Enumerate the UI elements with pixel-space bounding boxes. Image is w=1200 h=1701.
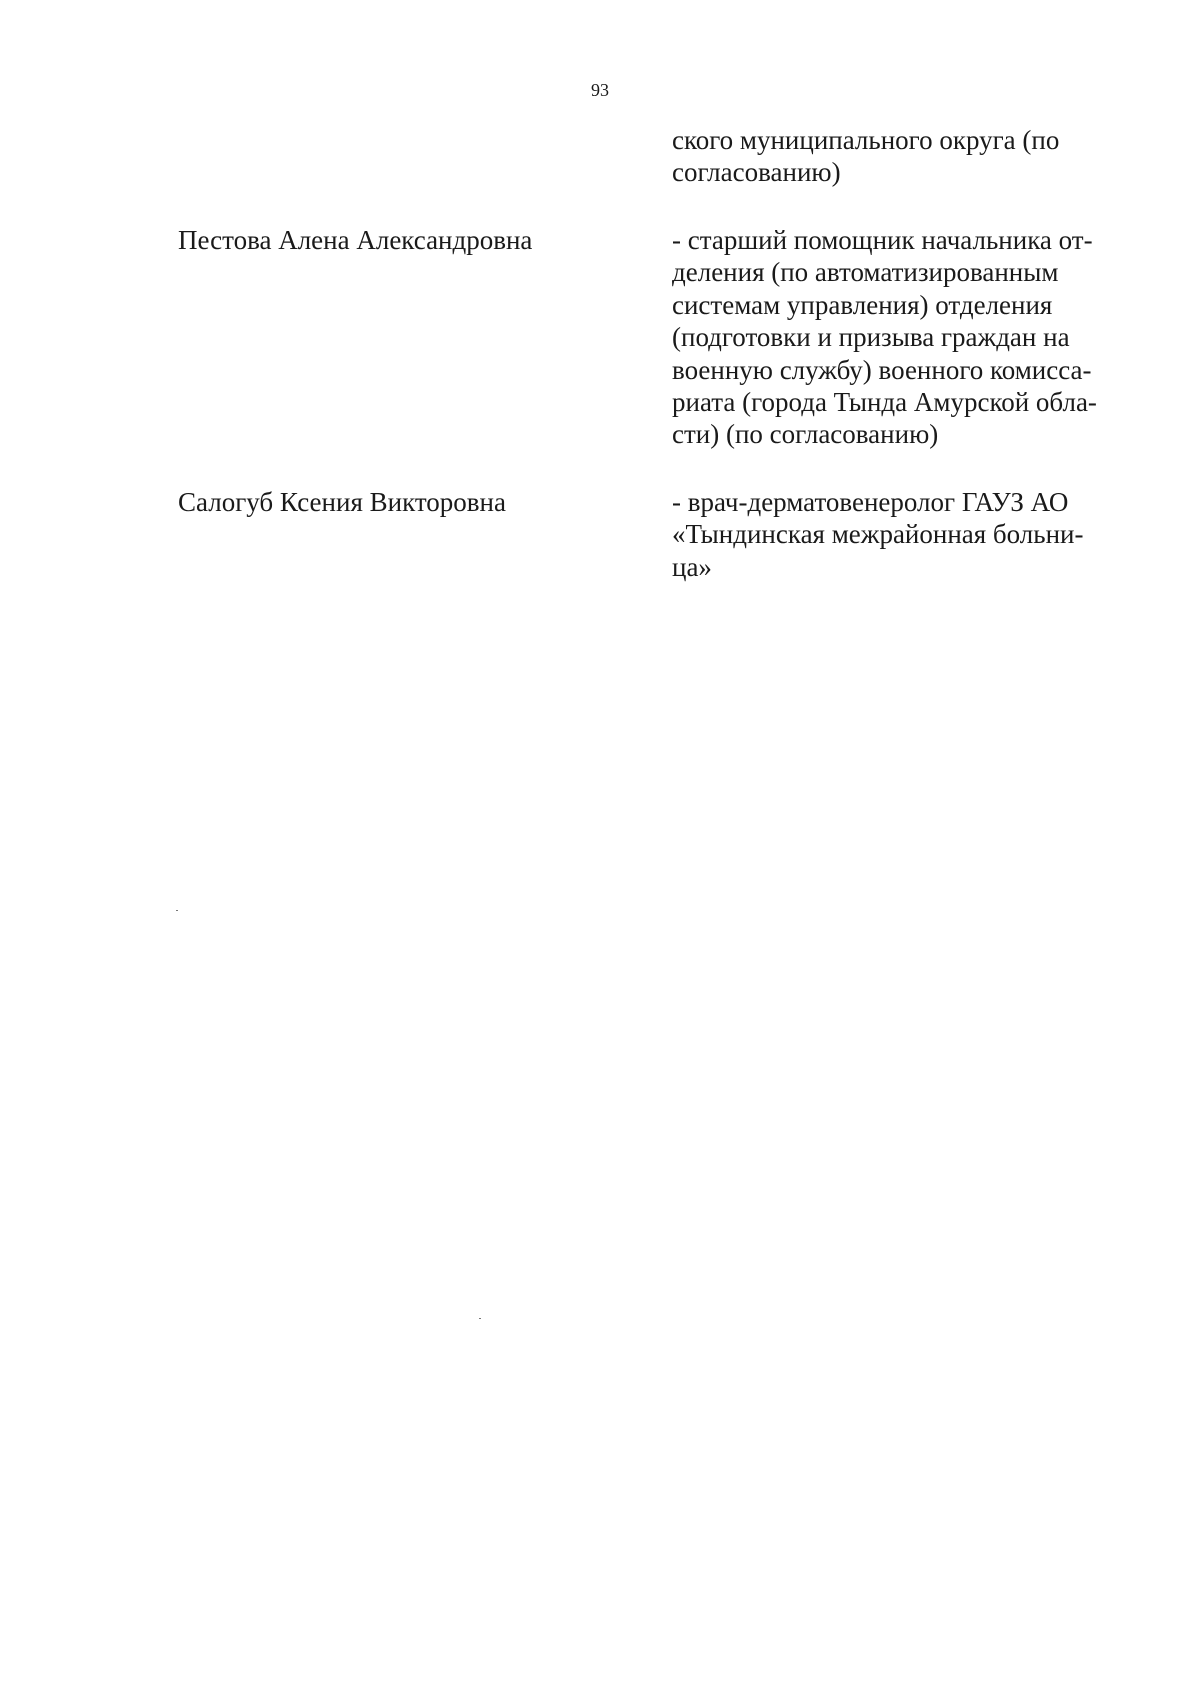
page-number: 93 [591, 80, 609, 100]
entry-description: - старший помощник начальника от- деления (по автоматизированным системам управления) отделения (подготовки и призыва граждан на военную службу) военного комисса- риата (города Тында Амурской обла- сти) (по согласованию) [672, 225, 1097, 450]
entry-name: Салогуб Ксения Викторовна [178, 487, 506, 517]
entry-name: Пестова Алена Александровна [178, 225, 533, 255]
scan-speck [479, 1318, 481, 1319]
continued-description: ского муниципального округа (по согласованию) [672, 125, 1060, 188]
entry-description: - врач-дерматовенеролог ГАУЗ АО «Тындинская межрайонная больни- ца» [672, 487, 1084, 582]
scan-speck [176, 910, 178, 911]
